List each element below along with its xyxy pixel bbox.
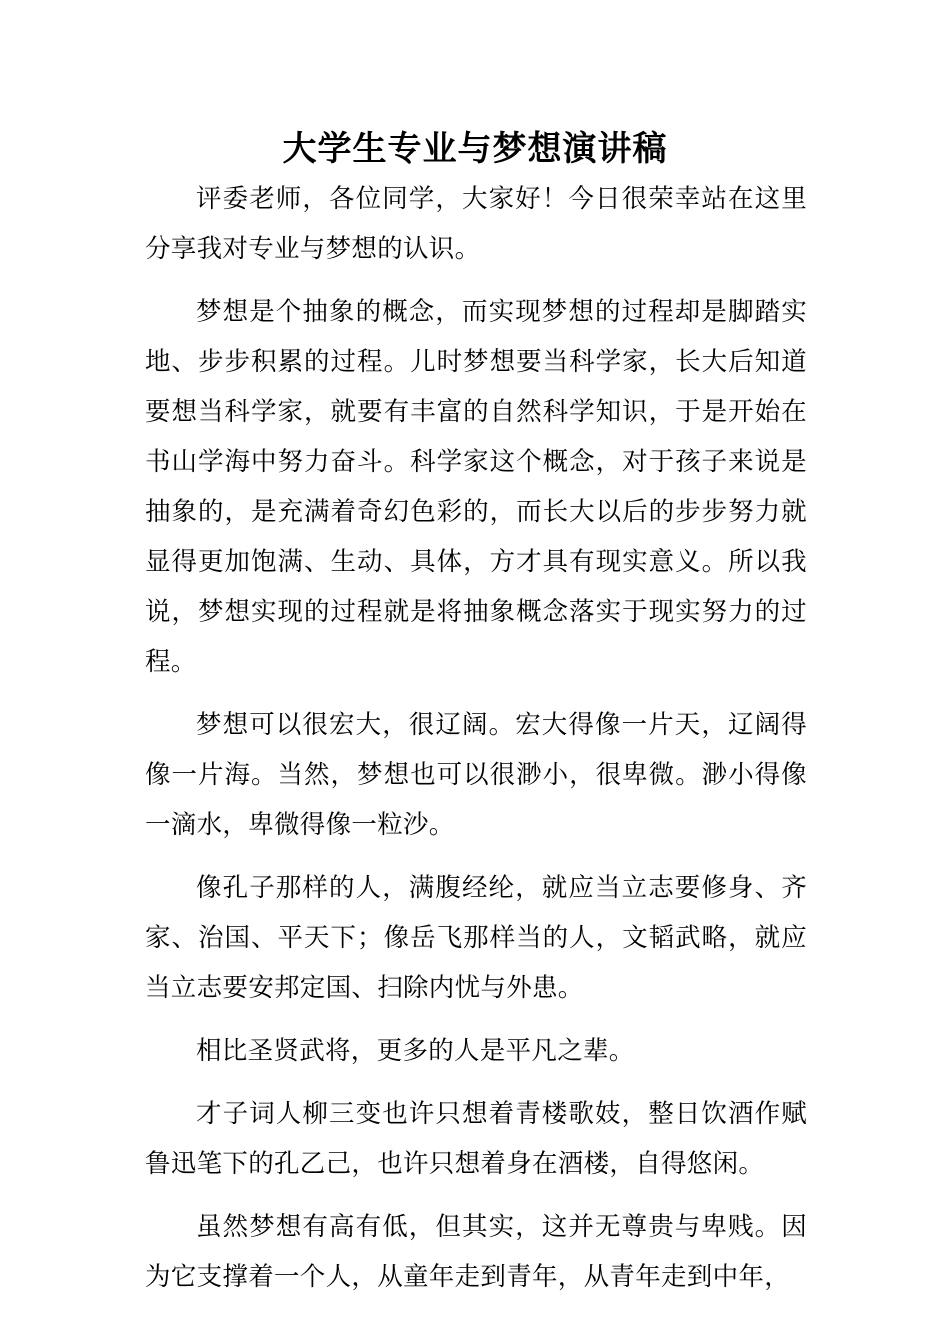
paragraph-1: 评委老师，各位同学，大家好！今日很荣幸站在这里分享我对专业与梦想的认识。 xyxy=(145,184,807,264)
paragraph-4: 像孔子那样的人，满腹经纶，就应当立志要修身、齐家、治国、平天下；像岳飞那样当的人，文韬武略，就应当立志要安邦定国、扫除内忧与外患。 xyxy=(145,873,807,1003)
paragraph-2: 梦想是个抽象的概念，而实现梦想的过程却是脚踏实地、步步积累的过程。儿时梦想要当科学家，长大后知道要想当科学家，就要有丰富的自然科学知识，于是开始在书山学海中努力奋斗。科学家这个概念，对于孩子来说是抽象的，是充满着奇幻色彩的，而长大以后的步步努力就显得更加饱满、生动、具体，方才具有现实意义。所以我说，梦想实现的过程就是将抽象概念落实于现实努力的过程。 xyxy=(145,297,807,677)
paragraph-3: 梦想可以很宏大，很辽阔。宏大得像一片天，辽阔得像一片海。当然，梦想也可以很渺小，很卑微。渺小得像一滴水，卑微得像一粒沙。 xyxy=(145,710,807,840)
document-body xyxy=(145,174,807,1308)
paragraph-7: 虽然梦想有高有低，但其实，这并无尊贵与卑贱。因为它支撑着一个人，从童年走到青年，从青年走到中年， xyxy=(145,1212,807,1292)
paragraph-6: 才子词人柳三变也许只想着青楼歌妓，整日饮酒作赋鲁迅笔下的孔乙己，也许只想着身在酒楼，自得悠闲。 xyxy=(145,1099,807,1179)
paragraph-5: 相比圣贤武将，更多的人是平凡之辈。 xyxy=(196,1036,635,1066)
document-title: 大学生专业与梦想演讲稿 xyxy=(282,129,668,169)
